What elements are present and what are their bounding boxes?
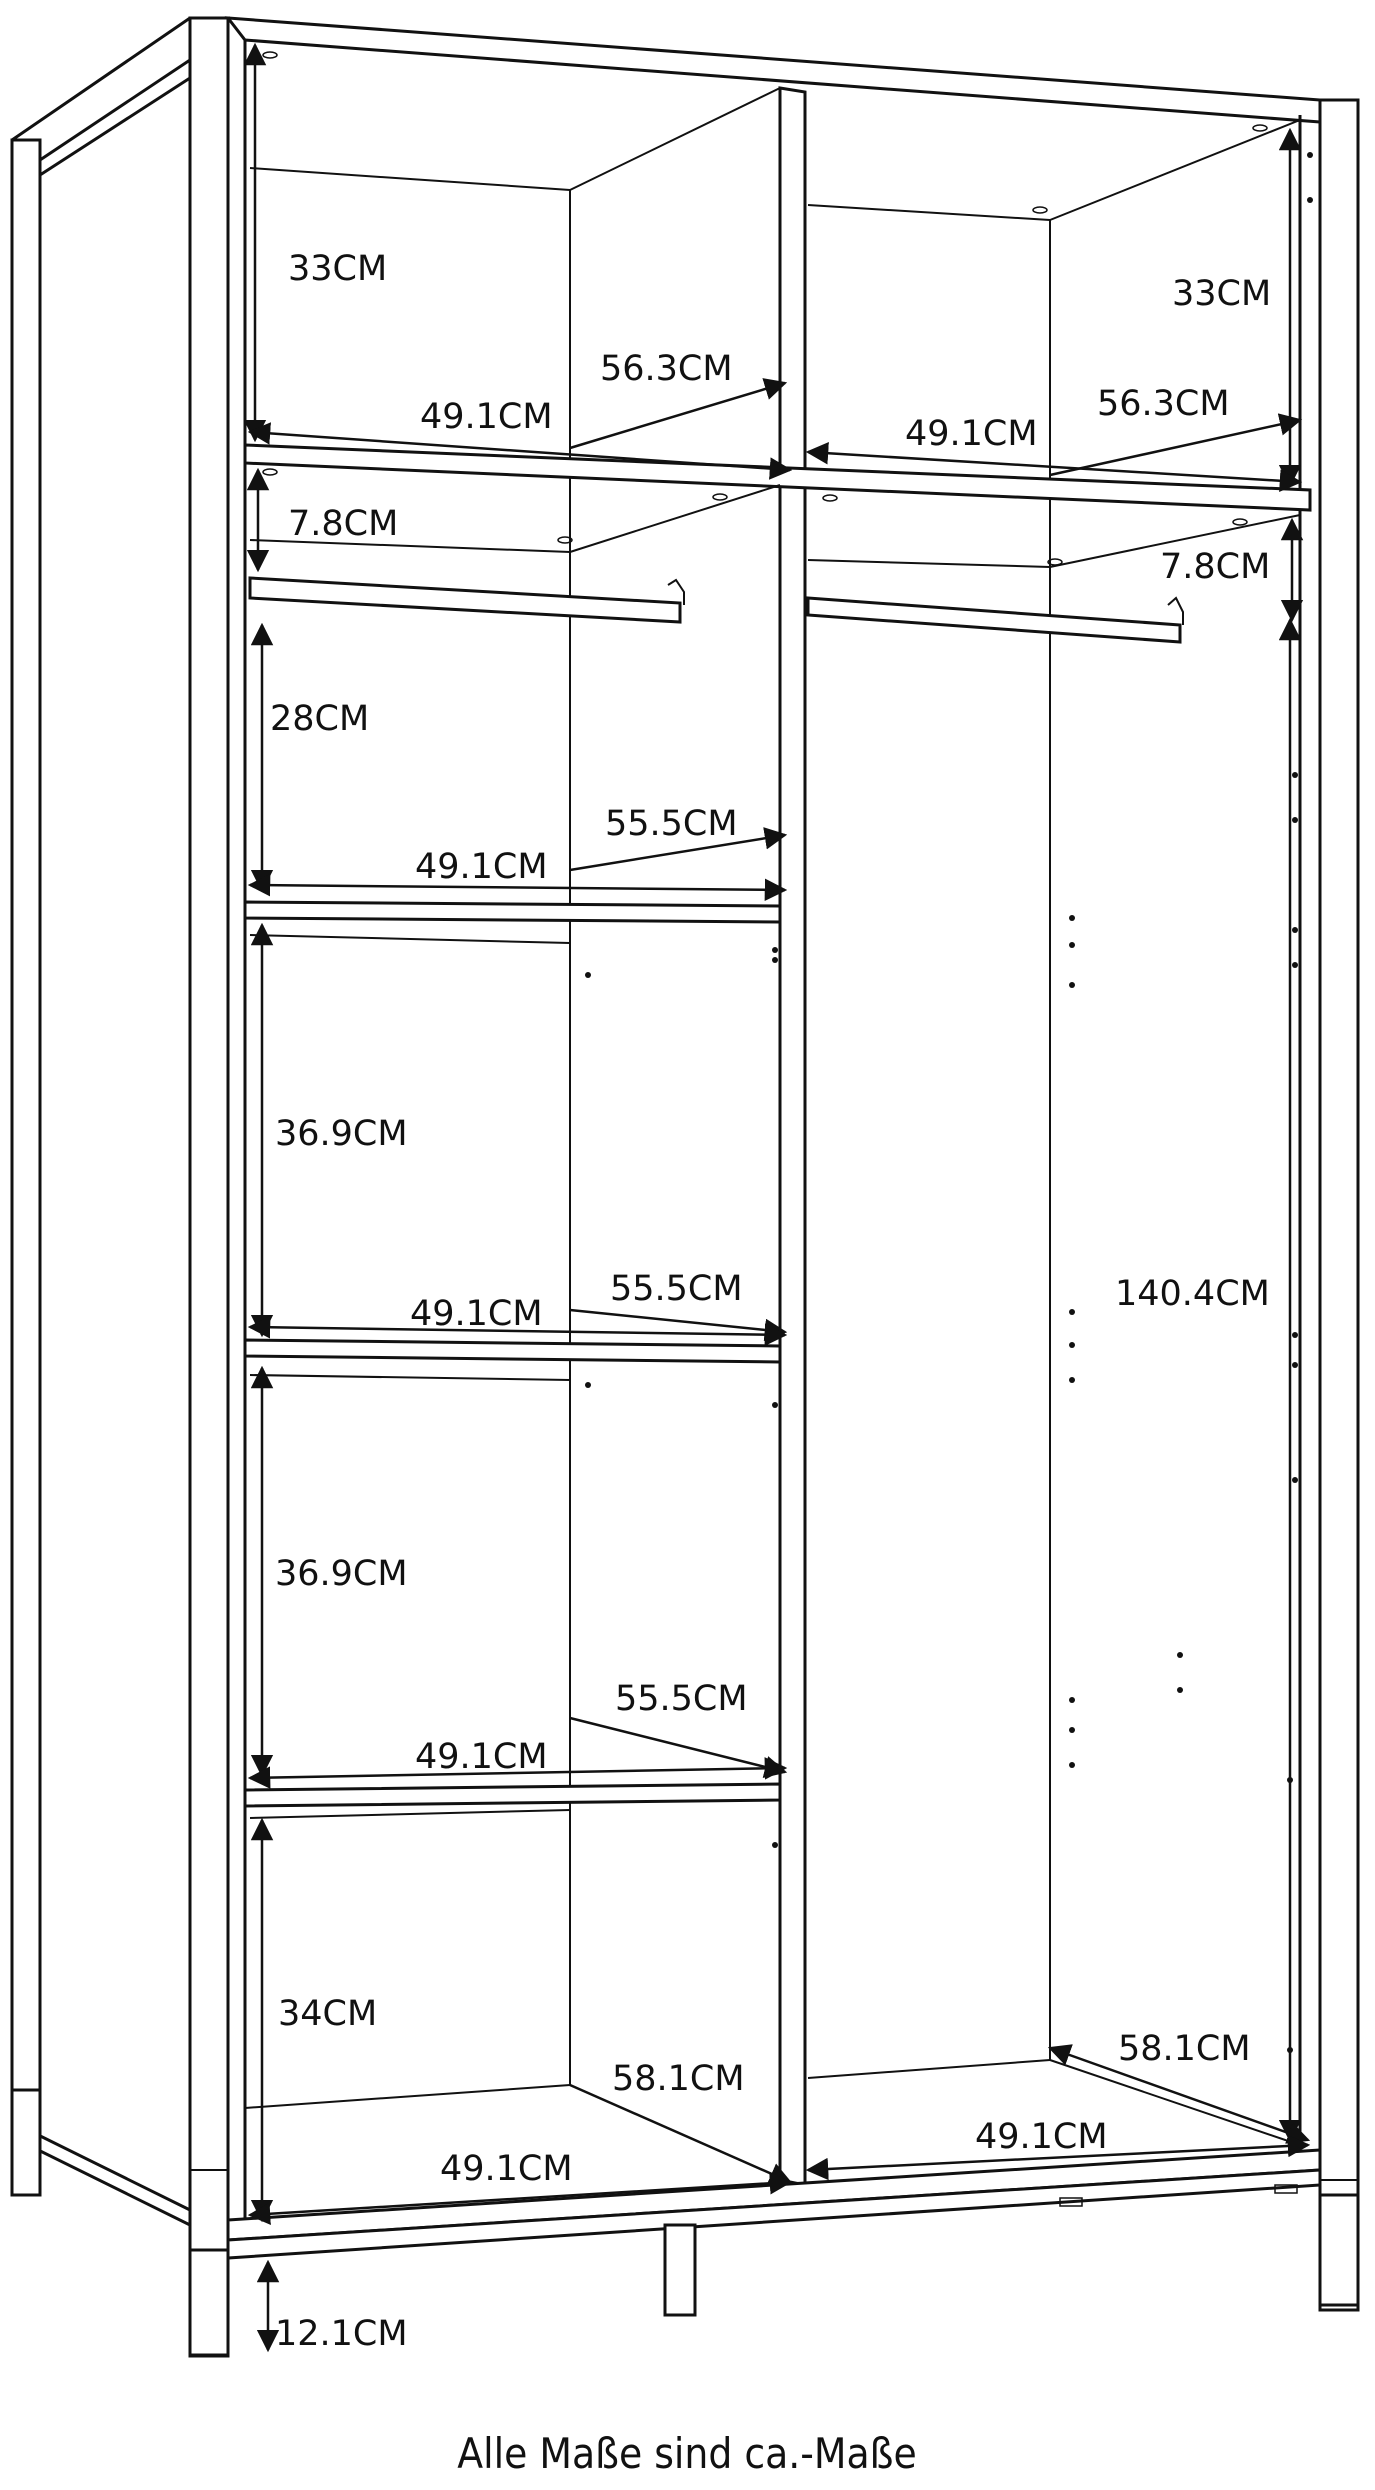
right-top-height-label: 33CM (1172, 274, 1272, 314)
right-top-depth-label: 56.3CM (1097, 384, 1230, 424)
left-top-depth-label: 56.3CM (600, 349, 733, 389)
shelf2-width-label: 49.1CM (410, 1294, 543, 1334)
dimension-labels (270, 249, 1271, 2354)
shelf3-width-label: 49.1CM (415, 1737, 548, 1777)
shelf1-depth-label: 55.5CM (605, 804, 738, 844)
right-bottom-width-label: 49.1CM (975, 2117, 1108, 2157)
caption: Alle Maße sind ca.-Maße (457, 2429, 917, 2478)
shelf1-width-label: 49.1CM (415, 847, 548, 887)
shelf2-depth-label: 55.5CM (610, 1269, 743, 1309)
shelf3-depth-label: 55.5CM (615, 1679, 748, 1719)
left-top-width-label: 49.1CM (420, 397, 553, 437)
middle1-height-label: 36.9CM (275, 1114, 408, 1154)
left-top-height-label: 33CM (288, 249, 388, 289)
right-bottom-depth-label: 58.1CM (1118, 2029, 1251, 2069)
right-hanging-height-label: 140.4CM (1115, 1274, 1270, 1314)
leg-height-label: 12.1CM (275, 2314, 408, 2354)
middle2-height-label: 36.9CM (275, 1554, 408, 1594)
right-top-width-label: 49.1CM (905, 414, 1038, 454)
left-rail-drop-label: 7.8CM (288, 504, 399, 544)
bottom-height-label: 34CM (278, 1994, 378, 2034)
left-bottom-width-label: 49.1CM (440, 2149, 573, 2189)
left-bottom-depth-label: 58.1CM (612, 2059, 745, 2099)
left-upper-height-label: 28CM (270, 699, 370, 739)
right-rail-drop-label: 7.8CM (1160, 547, 1271, 587)
